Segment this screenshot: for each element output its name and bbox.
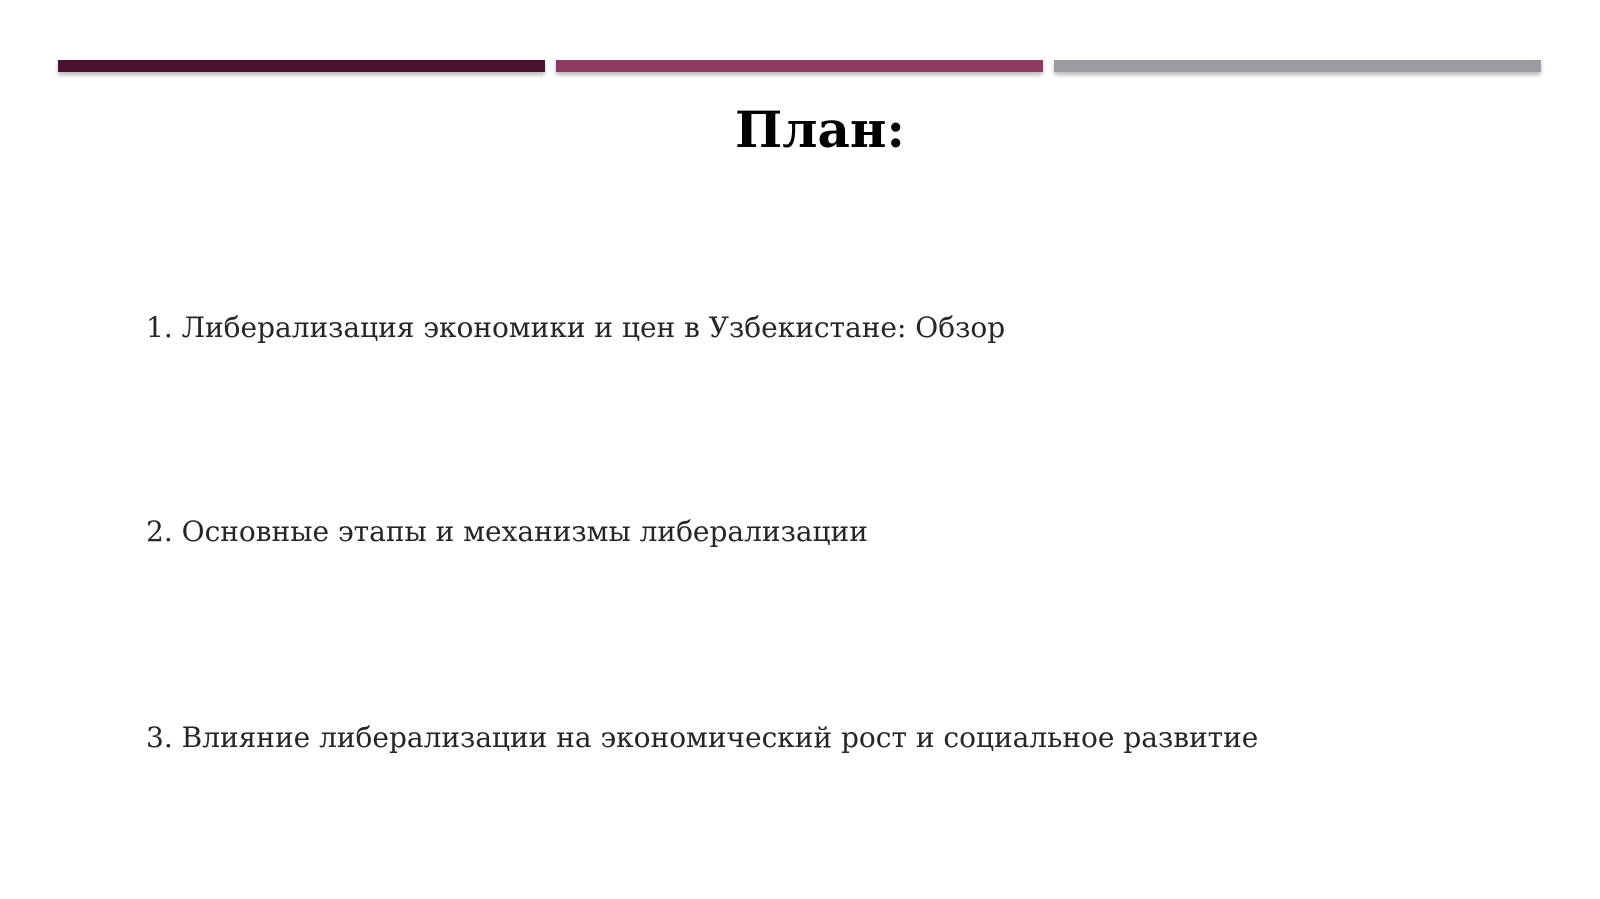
accent-bar-magenta <box>556 60 1043 72</box>
plan-item-1: 1. Либерализация экономики и цен в Узбекистане: Обзор <box>146 311 1006 344</box>
accent-bar-dark-plum <box>58 60 545 72</box>
plan-item-3: 3. Влияние либерализации на экономический рост и социальное развитие <box>146 721 1259 754</box>
slide-title: План: <box>735 100 905 159</box>
accent-bar-gray <box>1054 60 1541 72</box>
plan-item-2: 2. Основные этапы и механизмы либерализации <box>146 515 868 548</box>
